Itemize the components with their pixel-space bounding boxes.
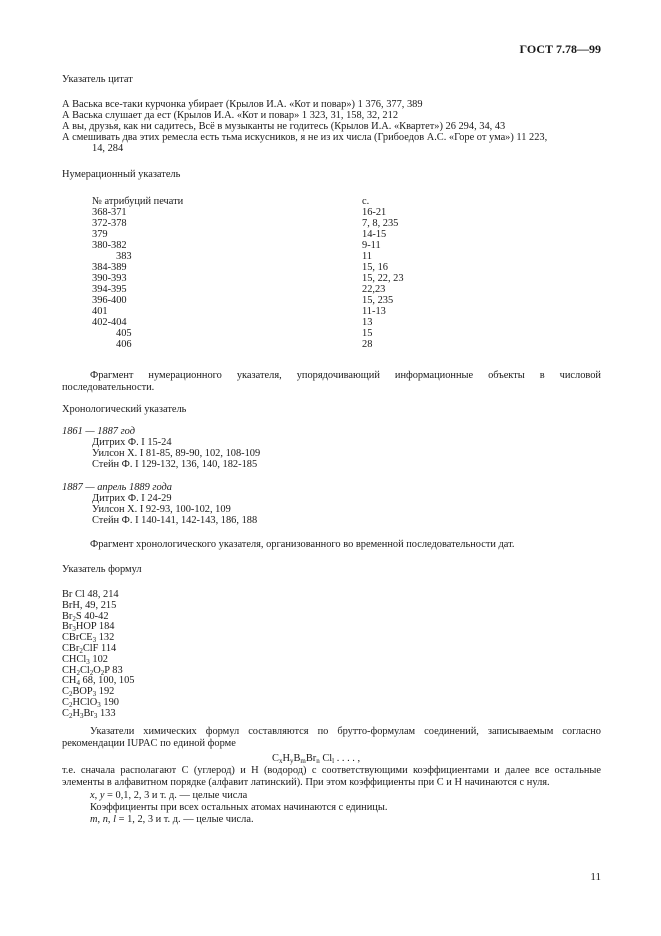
numeric-row-pages: 7, 8, 235 [362, 218, 399, 229]
formula-text: Br Cl [62, 589, 85, 600]
numeric-row-attribution: 368-371 [92, 207, 127, 218]
numeric-row-pages: 11 [362, 251, 373, 262]
formula-paragraph-order: т.е. сначала располагают С (углерод) и Н (водород) с соответствующими коэффициентами и далее все остальные элементы в алфавитном порядке (алфавит латинский). При этом коэффициенты при С и Н начинаются с нуля. [62, 765, 601, 788]
numeric-row-pages: 9-11 [362, 240, 381, 251]
numeric-row-pages: 28 [362, 339, 373, 350]
numeric-row-pages: 14-15 [362, 229, 387, 240]
numeric-row-pages: 15, 16 [362, 262, 388, 273]
formula-text: $CH_4$ [62, 675, 80, 688]
quote-line: А Васька слушает да ест (Крылов И.А. «Кот и повар» 1 323, 31, 158, 32, 212 [62, 110, 399, 121]
formula-pages: 102 [92, 653, 108, 665]
formula-pages: 190 [103, 697, 119, 708]
formula-pages: 49, 215 [85, 599, 117, 611]
formula-line-coefficients: Коэффициенты при всех остальных атомах начинаются с единицы. [90, 802, 388, 813]
general-formula: $C_xH_yB_mBr_n$ $Cl_l$ . . . . , [272, 753, 361, 765]
numeric-col-header-attributions: № атрибуций печати [92, 196, 184, 207]
numeric-row-pages: 15 [362, 328, 373, 339]
numeric-row-attribution: 394-395 [92, 284, 127, 295]
formula-paragraph-intro: Указатели химических формул составляются по брутто-формулам соединений, записываемым согласно рекомендации IUPAC по единой форме [62, 726, 601, 749]
chrono-index-title: Хронологический указатель [62, 404, 187, 415]
formula-text: $C_2HClO_3$ [62, 697, 101, 709]
formula-pages: 48, 214 [87, 589, 119, 600]
formula-text: $C_2BOP_3$ [62, 686, 97, 699]
chrono-entry: Уилсон Х. I 92-93, 100-102, 109 [92, 504, 231, 515]
numeric-row-attribution: 401 [92, 306, 108, 317]
numeric-row-attribution: 380-382 [92, 240, 127, 251]
formula-pages: 184 [98, 621, 115, 633]
quote-line: А Васька все-таки курчонка убирает (Крылов И.А. «Кот и повар») 1 376, 377, 389 [62, 99, 423, 110]
formula-pages: 83 [112, 664, 123, 676]
formula-pages: 132 [98, 632, 115, 644]
general-formula-text [272, 753, 281, 765]
numeric-row-attribution: 379 [92, 229, 108, 240]
numeric-row-pages: 13 [362, 317, 373, 328]
formula-text: $C_2H_3Br_3$ [62, 707, 98, 720]
numeric-row-attribution: 406 [116, 339, 132, 350]
formula-entry [62, 708, 116, 720]
formula-text: CBrCE$_3$ [62, 632, 97, 645]
chrono-entry: Стейн Ф. I 140-141, 142-143, 186, 188 [92, 515, 258, 526]
numeric-row-pages: 16-21 [362, 207, 387, 218]
formula-text: CHCl$_3$ [62, 653, 90, 666]
formula-index-title: Указатель формул [62, 564, 142, 575]
numeric-row-pages: 22,23 [362, 284, 386, 295]
chrono-period: 1887 — апрель 1889 года [62, 482, 172, 493]
numeric-row-attribution: 405 [116, 328, 132, 339]
numeric-row-attribution: 383 [116, 251, 132, 262]
formula-pages: 40-42 [84, 610, 109, 622]
chrono-entry: Дитрих Ф. I 24-29 [92, 493, 172, 504]
formula-text: BrH, [62, 599, 83, 611]
formula-text: $CH_2Cl_2O_2P$ [62, 664, 110, 677]
chrono-entry: Стейн Ф. I 129-132, 136, 140, 182-185 [92, 459, 258, 470]
formula-line-mnl: m, n, l = 1, 2, 3 и т. д. — целые числа. [90, 814, 254, 825]
quotes-index-title: Указатель цитат [62, 74, 133, 85]
formula-text: CBr$_2$ClF [62, 643, 99, 655]
numeric-col-header-pages: с. [362, 196, 370, 207]
formula-pages: 114 [101, 643, 117, 654]
formula-text: $Br_2S$ [62, 610, 82, 623]
formula-pages: 192 [98, 686, 115, 698]
chrono-period: 1861 — 1887 год [62, 426, 135, 437]
numeric-row-attribution: 384-389 [92, 262, 127, 273]
numeric-index-note: Фрагмент нумерационного указателя, упорядочивающий информационные объекты в числовой последовательности. [62, 370, 601, 393]
numeric-row-attribution: 390-393 [92, 273, 127, 284]
formula-pages: 68, 100, 105 [82, 675, 135, 687]
numeric-row-attribution: 402-404 [92, 317, 127, 328]
chrono-index-note: Фрагмент хронологического указателя, организованного во временной последовательности дат. [90, 539, 515, 550]
numeric-row-pages: 15, 235 [362, 295, 394, 306]
page-number: 11 [590, 871, 601, 883]
chrono-entry: Дитрих Ф. I 15-24 [92, 437, 172, 448]
numeric-row-pages: 11-13 [362, 306, 386, 317]
formula-line-xy: x, y = 0,1, 2, 3 и т. д. — целые числа [90, 790, 248, 801]
numeric-row-attribution: 372-378 [92, 218, 127, 229]
formula-text: $Br_3HOP$ [62, 621, 97, 634]
quote-line: А смешивать два этих ремесла есть тьма искусников, я не из их числа (Грибоедов А.С. «Горе от ума») 11 223, [62, 132, 548, 143]
numeric-row-attribution: 396-400 [92, 295, 127, 306]
numeric-index-title: Нумерационный указатель [62, 169, 181, 180]
chrono-entry: Уилсон Х. I 81-85, 89-90, 102, 108-109 [92, 448, 261, 459]
quote-line: А вы, друзья, как ни садитесь, Всё в музыканты не годитесь (Крылов И.А. «Квартет») 26 294, 34, 43 [62, 121, 506, 132]
standard-code: ГОСТ 7.78—99 [519, 42, 601, 56]
formula-pages: 133 [99, 707, 116, 719]
numeric-row-pages: 15, 22, 23 [362, 273, 404, 284]
quote-line-continuation: 14, 284 [92, 143, 124, 154]
